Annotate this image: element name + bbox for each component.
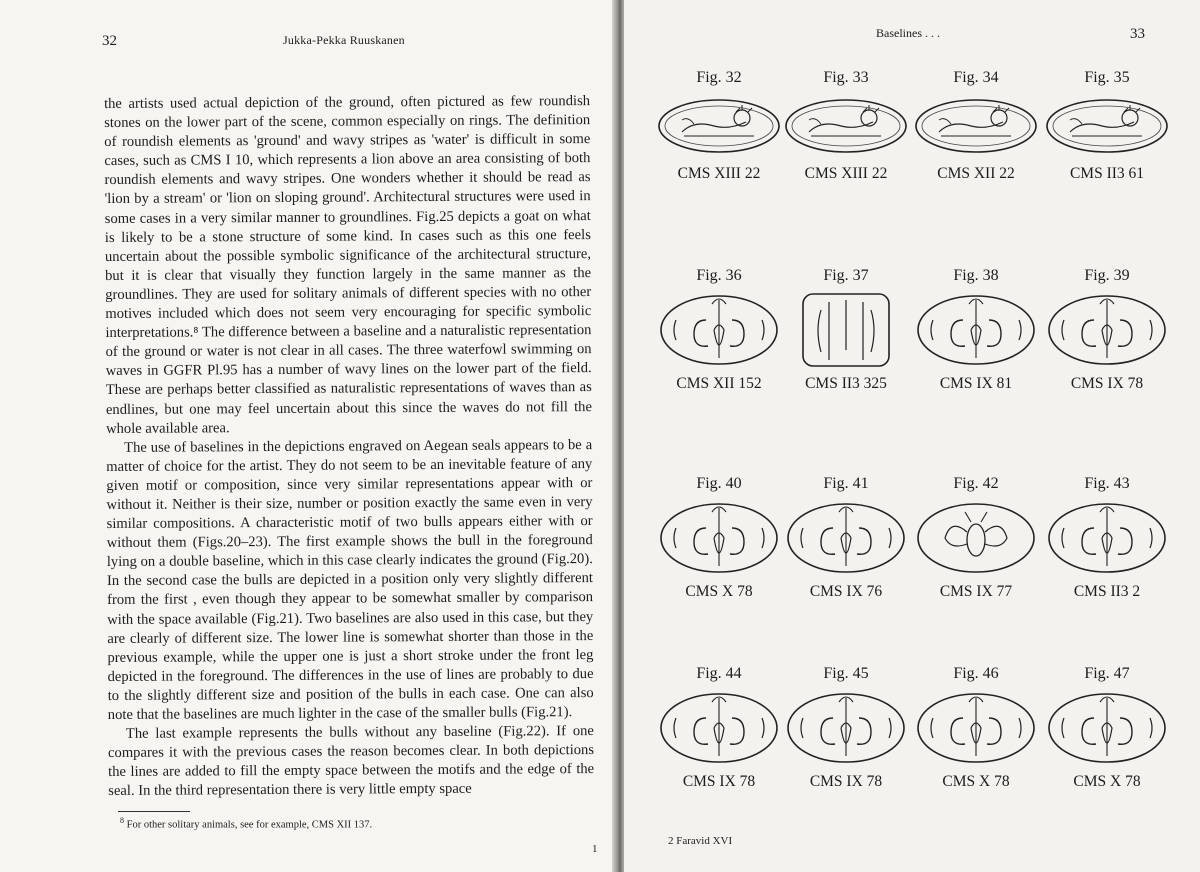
- figure-40: [649, 474, 789, 602]
- floral-seal-icon: [654, 498, 784, 578]
- floral-seal-icon: [781, 498, 911, 578]
- floral-seal-icon: [1042, 688, 1172, 768]
- imprint: 2 Faravid XVI: [668, 835, 733, 847]
- figure-41: [776, 474, 916, 602]
- figure-label: Fig. 41: [823, 475, 869, 492]
- running-head-left: Jukka-Pekka Ruuskanen: [283, 33, 405, 47]
- figure-37: [776, 266, 916, 394]
- figure-caption: CMS II3 2: [1073, 583, 1141, 600]
- figure-caption: CMS IX 77: [939, 583, 1013, 600]
- lion-seal-icon: [781, 92, 911, 160]
- figure-label: Fig. 42: [953, 475, 999, 492]
- figure-label: Fig. 32: [696, 69, 742, 86]
- paragraph-2: The use of baselines in the depictions engraved on Aegean seals appears to be a matter of choice for the artist. They do not seem to be an inevitable feature of any given motif or composition, since very similar representations appear with or without it. Neither is their size, number or position exactly the same even in very similar compositions. A characteristic motif of two bulls appears either with or without them (Figs.20–23). The first example shows the bull in the foreground lying on a double baseline, which in this case clearly indicates the ground (Fig.20). In the second case the bulls are depicted in a position only very slightly different from the first , even though they appear to be somewhat smaller by comparison with the space available (Fig.21). Two baselines are also used in this case, but they are clearly of different size. The lower line is somewhat shorter than those in the previous example, while the upper one is just a short stroke under the front leg depicted in the foreground. The differences in the use of lines are probably to due to the slightly different size and position of the bulls in each case. One can also note that the baselines are much lighter in the case of the smaller bulls (Fig.21).: [106, 436, 594, 723]
- figure-46: [906, 664, 1046, 792]
- figure-caption: CMS XIII 22: [804, 165, 888, 182]
- figure-label: Fig. 34: [953, 69, 999, 86]
- figure-label: Fig. 45: [823, 665, 869, 682]
- lion-seal-icon: [654, 92, 784, 160]
- footnote-rule: [118, 811, 190, 812]
- figure-label: Fig. 47: [1084, 665, 1130, 682]
- body-text: [104, 92, 594, 801]
- lion-seal-icon: [911, 92, 1041, 160]
- floral-seal-icon: [781, 290, 911, 370]
- figure-43: [1037, 474, 1177, 602]
- footnote: [120, 816, 372, 831]
- figure-caption: CMS XII 152: [676, 375, 762, 392]
- paragraph-3: The last example represents the bulls without any baseline (Fig.22). If one compares it with the previous cases the reason becomes clear. In both depictions the lines are added to fill the empty space between the motifs and the edge of the seal. In the third representation there is very little empty space: [107, 723, 595, 800]
- figure-caption: CMS II3 61: [1069, 165, 1145, 182]
- figure-47: [1037, 664, 1177, 792]
- figure-caption: CMS IX 76: [809, 583, 883, 600]
- figure-caption: CMS IX 78: [682, 773, 756, 790]
- figure-33: [776, 68, 916, 184]
- figure-44: [649, 664, 789, 792]
- figure-label: Fig. 38: [953, 267, 999, 284]
- lion-seal-icon: [1042, 92, 1172, 160]
- running-head-right: Baselines . . .: [876, 26, 940, 40]
- figure-caption: CMS X 78: [942, 773, 1010, 790]
- figure-caption: CMS IX 81: [939, 375, 1013, 392]
- figure-38: [906, 266, 1046, 394]
- footnote-text: For other solitary animals, see for example, CMS XII 137.: [126, 819, 373, 831]
- figure-label: Fig. 33: [823, 69, 869, 86]
- right-page: [624, 0, 1200, 872]
- figure-label: Fig. 46: [953, 665, 999, 682]
- floral-seal-icon: [781, 688, 911, 768]
- figure-36: [649, 266, 789, 394]
- foot-page-marker: 1: [592, 843, 598, 855]
- figure-caption: CMS II3 325: [805, 375, 887, 392]
- figure-caption: CMS X 78: [1073, 773, 1141, 790]
- floral-seal-icon: [1042, 498, 1172, 578]
- floral-seal-icon: [911, 688, 1041, 768]
- page-number-right: 33: [1130, 26, 1145, 42]
- figure-label: Fig. 43: [1084, 475, 1130, 492]
- figure-label: Fig. 44: [696, 665, 742, 682]
- figure-label: Fig. 37: [823, 267, 869, 284]
- floral-seal-icon: [654, 290, 784, 370]
- footnote-marker: 8: [120, 816, 124, 825]
- floral-seal-icon: [911, 290, 1041, 370]
- figure-label: Fig. 35: [1084, 69, 1130, 86]
- figure-45: [776, 664, 916, 792]
- figure-label: Fig. 39: [1084, 267, 1130, 284]
- paragraph-1: the artists used actual depiction of the ground, often pictured as few roundish stones on the lower part of the scene, common especially on rings. The definition of roundish elements as 'ground' and wavy stripes as 'water' is difficult in some cases, such as CMS I 10, which represents a lion above an area consisting of both roundish elements and wavy stripes. One wonders whether it should be read as 'lion by a stream' or 'lion on sloping ground'. Architectural structures were used in some cases in a very similar manner to groundlines. Fig.25 depicts a goat on what is likely to be a stone structure of some kind. In cases such as this one feels uncertain about the possible symbolic significance of the architectural structure, but it is clear that visually they function largely in the same manner as the groundlines. They are used for solitary animals of different species with no other motives included which does not seem very encouraging for specific symbolic interpretations.⁸ The difference between a baseline and a naturalistic representation of the ground or water is not clear in all cases. The three waterfowl swimming on waves in GGFR Pl.95 has a number of wavy lines on the lower part of the field. These are perhaps better classified as naturalistic representations of waves than as endlines, but one may feel uncertain about this since the waves do not fill the whole available area.: [104, 93, 592, 437]
- floral-seal-icon: [654, 688, 784, 768]
- figure-32: [649, 68, 789, 184]
- figure-35: [1037, 68, 1177, 184]
- figure-caption: CMS IX 78: [809, 773, 883, 790]
- figure-label: Fig. 40: [696, 475, 742, 492]
- figure-caption: CMS IX 78: [1070, 375, 1144, 392]
- figure-42: [906, 474, 1046, 602]
- figure-caption: CMS XII 22: [937, 165, 1015, 182]
- figure-caption: CMS X 78: [685, 583, 753, 600]
- floral-seal-icon: [1042, 290, 1172, 370]
- figure-39: [1037, 266, 1177, 394]
- page-number-left: 32: [102, 33, 117, 49]
- figure-label: Fig. 36: [696, 267, 742, 284]
- insect-seal-icon: [911, 498, 1041, 578]
- figure-34: [906, 68, 1046, 184]
- figure-caption: CMS XIII 22: [677, 165, 761, 182]
